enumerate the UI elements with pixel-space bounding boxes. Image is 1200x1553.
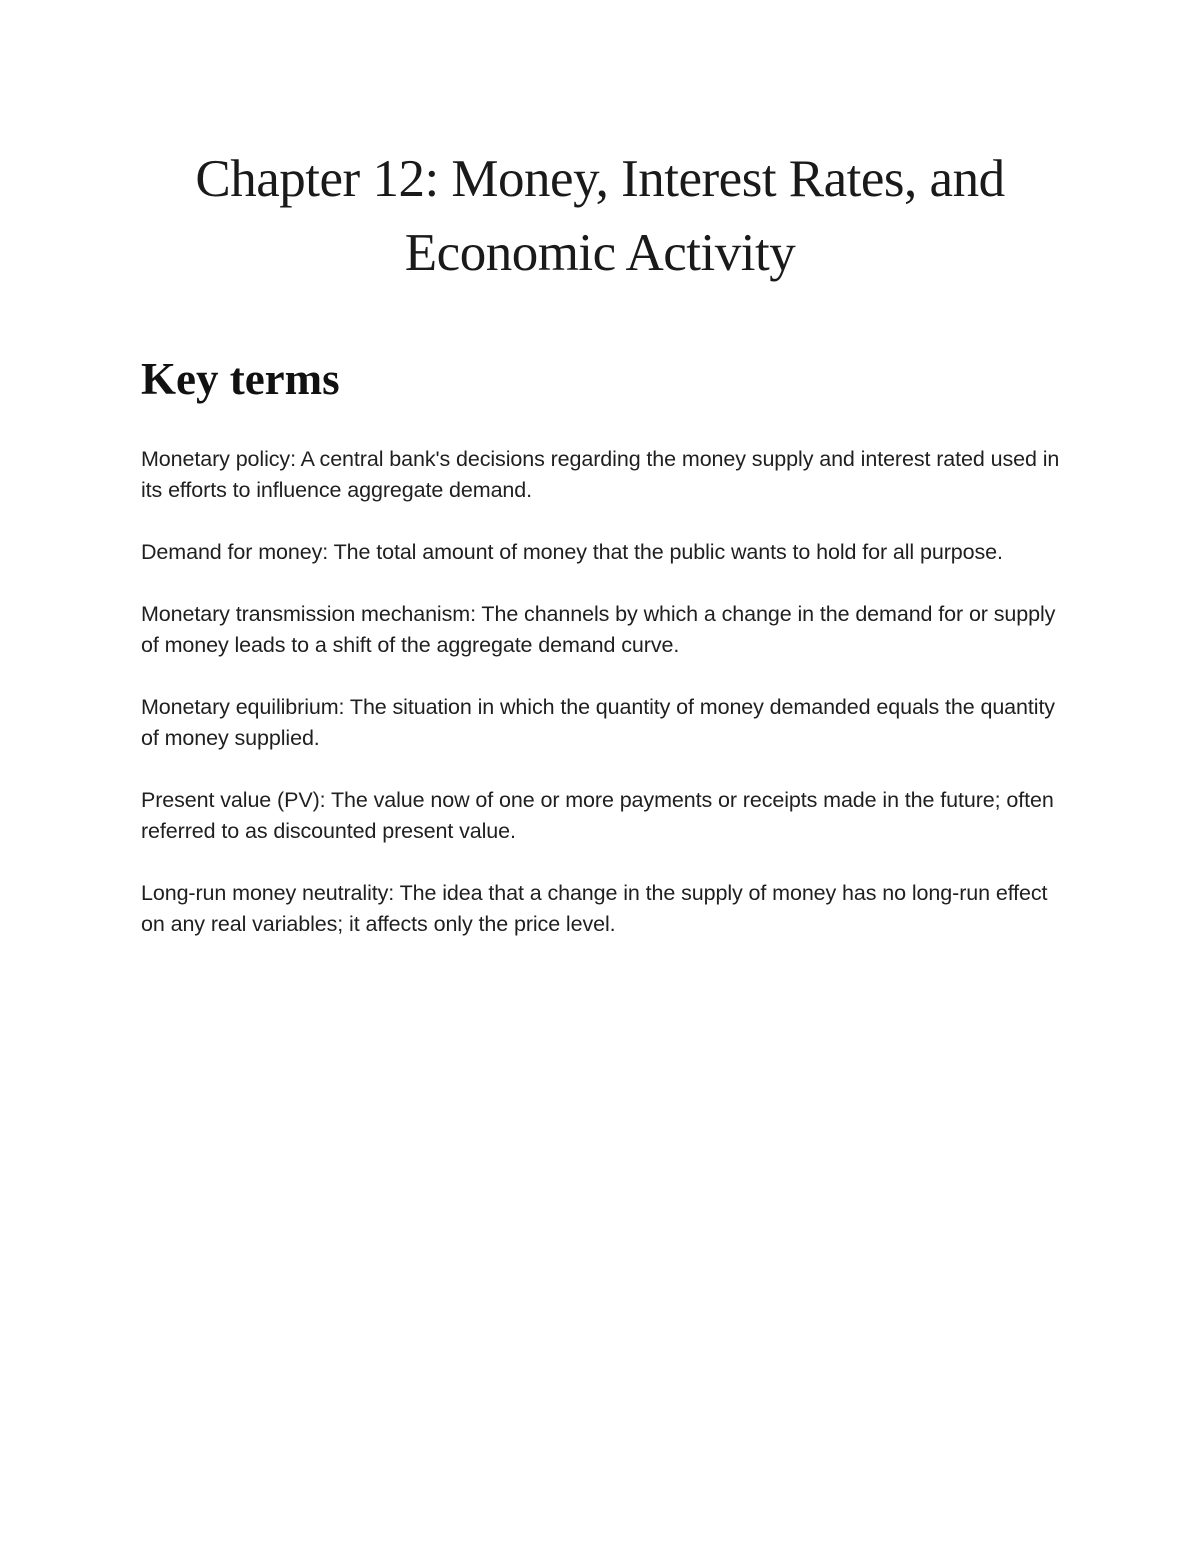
term-demand-for-money: Demand for money: The total amount of money that the public wants to hold for all purpose. bbox=[141, 540, 1003, 564]
page-title: Chapter 12: Money, Interest Rates, and Economic Activity bbox=[195, 150, 1005, 282]
section-heading: Key terms bbox=[141, 354, 340, 404]
term-monetary-transmission-mechanism: Monetary transmission mechanism: The channels by which a change in the demand for or supply of money leads to a shift of the aggregate demand curve. bbox=[141, 602, 1056, 657]
key-terms-list bbox=[141, 444, 1071, 971]
term-present-value: Present value (PV): The value now of one or more payments or receipts made in the future; often referred to as discounted present value. bbox=[141, 788, 1054, 843]
term-monetary-policy: Monetary policy: A central bank's decisions regarding the money supply and interest rated used in its efforts to influence aggregate demand. bbox=[141, 447, 1060, 502]
term-monetary-equilibrium: Monetary equilibrium: The situation in which the quantity of money demanded equals the quantity of money supplied. bbox=[141, 695, 1055, 750]
term-long-run-money-neutrality: Long-run money neutrality: The idea that a change in the supply of money has no long-run effect on any real variables; it affects only the price level. bbox=[141, 881, 1048, 936]
